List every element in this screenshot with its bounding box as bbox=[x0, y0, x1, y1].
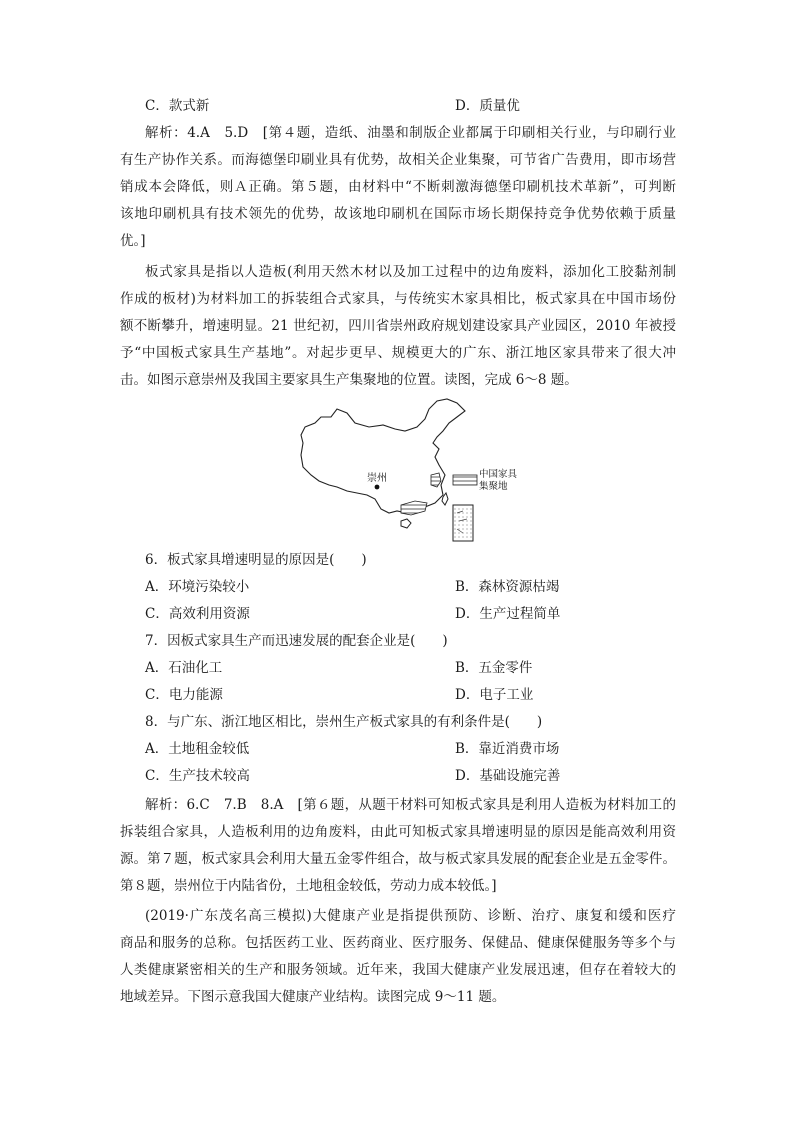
option-c-top: C．款式新 bbox=[145, 98, 210, 114]
passage2-line: 人类健康紧密相关的生产和服务领域。近年来，我国大健康产业发展迅速，但存在着较大的 bbox=[120, 962, 676, 978]
legend-label-line2: 集聚地 bbox=[479, 481, 508, 492]
question-6-option-b: B．森林资源枯竭 bbox=[455, 579, 560, 595]
passage2-line: (2019·广东茂名高三模拟)大健康产业是指提供预防、诊断、治疗、康复和缓和医疗 bbox=[145, 908, 676, 924]
question-8-option-b: B．靠近消费市场 bbox=[455, 741, 560, 757]
legend-label-line1: 中国家具 bbox=[479, 469, 518, 480]
analysis1-line: 有生产协作关系。而海德堡印刷业具有优势，故相关企业集聚，可节省广告费用，即市场营 bbox=[120, 152, 676, 168]
question-7-option-c: C．电力能源 bbox=[145, 687, 223, 703]
question-8-option-d: D．基础设施完善 bbox=[455, 768, 561, 784]
option-d-top: D．质量优 bbox=[455, 98, 520, 114]
passage1-line: 额不断攀升，增速明显。21 世纪初，四川省崇州政府规划建设家具产业园区，2010 年被授 bbox=[120, 318, 676, 334]
passage2-line: 商品和服务的总称。包括医药工业、医药商业、医疗服务、保健品、健康保健服务等多个与 bbox=[120, 935, 676, 951]
legend-swatch bbox=[453, 475, 477, 485]
question-8-stem: 8．与广东、浙江地区相比，崇州生产板式家具的有利条件是( ) bbox=[145, 714, 543, 730]
question-6-option-c: C．高效利用资源 bbox=[145, 606, 250, 622]
passage2-line: 地域差异。下图示意我国大健康产业结构。读图完成 9～11 题。 bbox=[120, 989, 506, 1005]
question-6-option-d: D．生产过程简单 bbox=[455, 606, 561, 622]
question-7-stem: 7．因板式家具生产而迅速发展的配套企业是( ) bbox=[145, 633, 448, 649]
question-6-option-a: A．环境污染较小 bbox=[145, 579, 250, 595]
china-outline bbox=[301, 399, 465, 513]
question-7-option-d: D．电子工业 bbox=[455, 687, 534, 703]
analysis2-line: 解析：6.C 7.B 8.A [第６题，从题干材料可知板式家具是利用人造板为材料加工的 bbox=[145, 797, 676, 813]
analysis1-line: 优。] bbox=[120, 233, 146, 249]
analysis1-line: 解析：4.A 5.D [第４题，造纸、油墨和制版企业都属于印刷相关行业，与印刷行业 bbox=[145, 125, 676, 141]
analysis1-line: 该地印刷机具有技术领先的优势，故该地印刷机在国际市场长期保持竞争优势依赖于质量 bbox=[120, 206, 676, 222]
chongzhou-label: 崇州 bbox=[367, 473, 387, 484]
question-7-option-a: A．石油化工 bbox=[145, 660, 223, 676]
question-6-stem: 6．板式家具增速明显的原因是( ) bbox=[145, 552, 367, 568]
hainan-island bbox=[401, 519, 411, 528]
china-map-figure bbox=[297, 395, 518, 545]
analysis1-line: 销成本会降低，则Ａ正确。第５题，由材料中“不断刺激海德堡印刷机技术革新”，可判断 bbox=[120, 179, 676, 195]
analysis2-line: 拆装组合家具，人造板利用的边角废料，由此可知板式家具增速明显的原因是能高效利用资 bbox=[120, 824, 676, 840]
south-china-sea-inset bbox=[453, 505, 473, 541]
passage1-line: 作成的板材)为材料加工的拆装组合式家具，与传统实木家具相比，板式家具在中国市场份 bbox=[120, 291, 676, 307]
question-7-option-b: B．五金零件 bbox=[455, 660, 533, 676]
question-8-option-c: C．生产技术较高 bbox=[145, 768, 250, 784]
chongzhou-point bbox=[375, 485, 380, 490]
analysis2-line: 源。第７题，板式家具会利用大量五金零件组合，故与板式家具发展的配套企业是五金零件。 bbox=[120, 851, 676, 867]
passage1-line: 板式家具是指以人造板(利用天然木材以及加工过程中的边角废料，添加化工胶黏剂制 bbox=[145, 264, 676, 280]
zhejiang-cluster-area bbox=[431, 473, 441, 487]
guangdong-cluster-area bbox=[401, 501, 427, 515]
question-8-option-a: A．土地租金较低 bbox=[145, 741, 250, 757]
passage1-line: 予“中国板式家具生产基地”。对起步更早、规模更大的广东、浙江地区家具带来了很大冲 bbox=[120, 345, 676, 361]
analysis2-line: 第８题，崇州位于内陆省份，土地租金较低，劳动力成本较低。] bbox=[120, 878, 497, 894]
passage1-line: 击。如图示意崇州及我国主要家具生产集聚地的位置。读图，完成 6～8 题。 bbox=[120, 372, 578, 388]
